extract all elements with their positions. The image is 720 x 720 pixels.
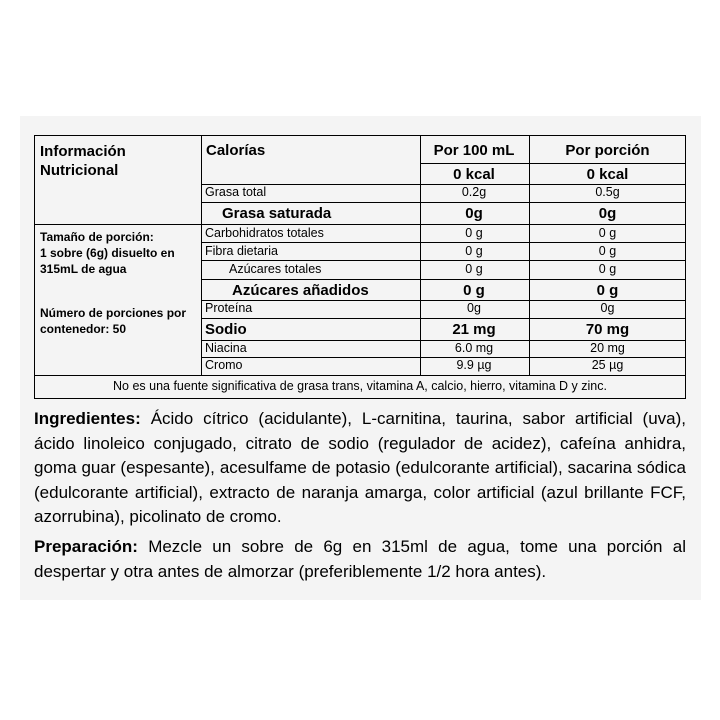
- ingredients-text: Ácido cítrico (acidulante), L-carnitina, taurina, sabor artificial (uva), ácido linoleico conjugado, citrato de sodio (regulador de acidez), cafeína anhidra, goma guar (espesante), acesulfame de potasio (edulcorante artificial), sacarina sódica (edulcorante artificial), extracto de naranja amarga, color artificial (azul brillante FCF, azorrubina), picolinato de cromo.: [34, 409, 686, 526]
- nutrient-value-protein-100ml: 0g: [467, 301, 481, 315]
- divider-horizontal: [420, 163, 686, 164]
- nutrient-label-total-sugars: Azúcares totales: [229, 262, 322, 276]
- ingredients-paragraph: [34, 407, 686, 530]
- divider-horizontal: [201, 279, 686, 280]
- column-header-per-100ml: Por 100 mL: [433, 142, 515, 159]
- nutrient-value-total-sugars-portion: 0 g: [598, 262, 617, 276]
- nutrient-value-protein-portion: 0g: [600, 301, 615, 315]
- nutrient-label-fiber: Fibra dietaria: [205, 244, 278, 258]
- servings-per-container-value: contenedor: 50: [40, 322, 127, 336]
- nutrient-label-sodium: Sodio: [205, 321, 247, 338]
- nutrient-label-saturated-fat: Grasa saturada: [222, 205, 332, 222]
- preparation-text: Mezcle un sobre de 6g en 315ml de agua, tome una porción al despertar y otra antes de almorzar (preferiblemente 1/2 hora antes).: [34, 537, 686, 581]
- nutrient-label-added-sugars: Azúcares añadidos: [232, 282, 369, 299]
- nutrient-value-chromium-100ml: 9.9 µg: [456, 358, 492, 372]
- nutrient-value-saturated-fat-portion: 0g: [598, 205, 617, 222]
- nutrient-label-niacin: Niacina: [205, 341, 247, 355]
- calories-per-100ml: 0 kcal: [453, 166, 495, 183]
- calories-label: Calorías: [206, 142, 266, 159]
- preparation-paragraph: [34, 535, 686, 584]
- nutrient-value-niacin-portion: 20 mg: [590, 341, 625, 355]
- serving-size-value: 1 sobre (6g) disuelto en: [40, 246, 175, 260]
- nutrient-label-chromium: Cromo: [205, 358, 243, 372]
- nutrient-value-total-fat-portion: 0.5g: [595, 185, 620, 199]
- divider-horizontal: [34, 375, 686, 376]
- ingredients-label: Ingredientes:: [34, 409, 141, 428]
- nutrient-value-added-sugars-portion: 0 g: [596, 282, 619, 299]
- nutrient-label-carbohydrates: Carbohidratos totales: [205, 226, 324, 240]
- nutrient-label-protein: Proteína: [205, 301, 253, 315]
- preparation-label: Preparación:: [34, 537, 138, 556]
- nutrient-value-fiber-100ml: 0 g: [465, 244, 483, 258]
- divider-horizontal: [201, 318, 686, 319]
- nutrient-value-total-sugars-100ml: 0 g: [465, 262, 483, 276]
- serving-size-water: 315mL de agua: [40, 262, 127, 276]
- nutrient-value-carbohydrates-portion: 0 g: [598, 226, 617, 240]
- nutrient-value-total-fat-100ml: 0.2g: [461, 185, 487, 199]
- divider-horizontal: [201, 260, 686, 261]
- nutrient-value-saturated-fat-100ml: 0g: [465, 205, 483, 222]
- divider-horizontal: [34, 224, 686, 225]
- divider-horizontal: [201, 202, 686, 203]
- nutrient-value-niacin-100ml: 6.0 mg: [454, 341, 494, 355]
- divider-vertical: [201, 135, 202, 375]
- nutrient-value-carbohydrates-100ml: 0 g: [465, 226, 483, 240]
- column-header-per-portion: Por porción: [565, 142, 650, 159]
- servings-per-container-label: Número de porciones por: [40, 306, 187, 320]
- nutrient-label-total-fat: Grasa total: [205, 185, 267, 199]
- nutrient-value-sodium-portion: 70 mg: [585, 321, 630, 338]
- nutrition-title-line1: Información: [40, 143, 126, 160]
- nutrient-value-chromium-portion: 25 µg: [591, 358, 624, 372]
- calories-per-portion: 0 kcal: [586, 166, 629, 183]
- nutrient-value-sodium-100ml: 21 mg: [452, 321, 496, 338]
- serving-size-label: Tamaño de porción:: [40, 230, 154, 244]
- nutrition-footnote: No es una fuente significativa de grasa trans, vitamina A, calcio, hierro, vitamina D y zinc.: [113, 379, 607, 393]
- divider-horizontal: [201, 242, 686, 243]
- nutrient-value-added-sugars-100ml: 0 g: [463, 282, 485, 299]
- nutrient-value-fiber-portion: 0 g: [598, 244, 617, 258]
- nutrition-title-line2: Nutricional: [40, 162, 119, 179]
